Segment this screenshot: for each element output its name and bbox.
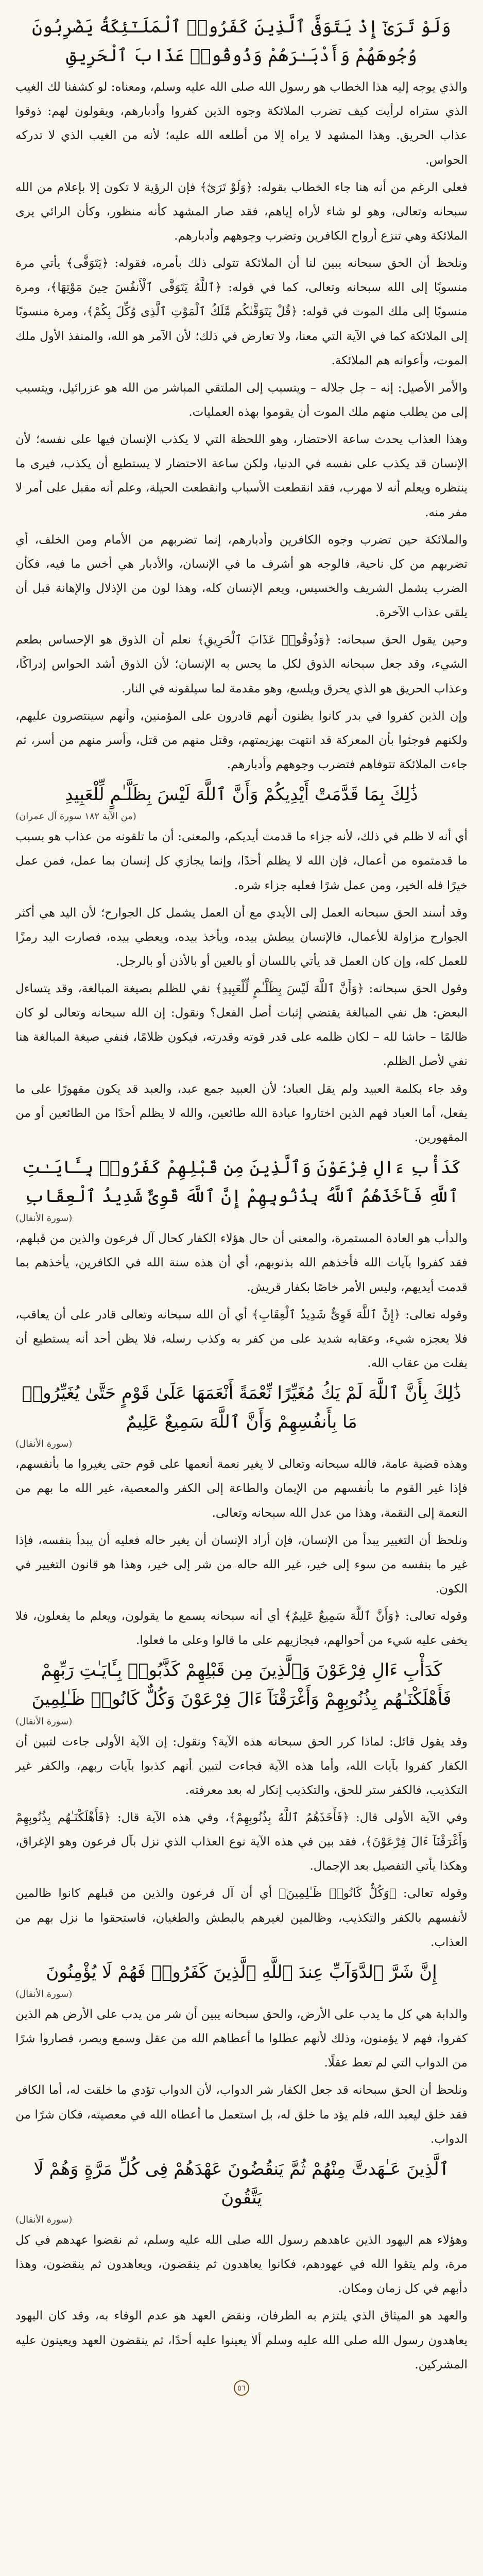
quran-verse: إِنَّ شَرَّ ٱلدَّوَآبِّ عِندَ ٱللَّهِ ٱلَّذِينَ كَفَرُوا۟ فَهُمْ لَا يُؤْمِنُونَ bbox=[46, 1961, 437, 1982]
quran-verse: كَدَأْبِ ءَالِ فِرْعَوْنَ وَٱلَّذِينَ مِن قَبْلِهِمْ كَفَرُوا۟ بِـَٔايَـٰتِ ٱللَّهِ فَأَخَذَهُمُ ٱللَّهُ بِذُنُوبِهِمْ إِنَّ ٱللَّهَ قَوِىٌّ شَدِيدُ ٱلْعِقَابِ bbox=[22, 1157, 461, 1207]
commentary-paragraph: ونلحظ أن الحق سبحانه يبين لنا أن الملائكة تتولى ذلك بأمره، فقوله: ﴿يَتَوَفَّى﴾ يأتي مرة منسوبًا إلى الله سبحانه وتعالى، كما في قوله: ﴿ٱللَّهُ يَتَوَفَّى ٱلْأَنفُسَ حِينَ مَوْتِهَا﴾، ومرة منسوبًا إلى ملك الموت في قوله: ﴿قُلْ يَتَوَفَّىٰكُم مَّلَكُ ٱلْمَوْتِ ٱلَّذِى وُكِّلَ بِكُمْ﴾، ومرة منسوبًا إلى الملائكة كما في الآية التي معنا، ولا تعارض في ذلك؛ لأن الآمر هو الله، والمنفذ الأول ملك الموت، وأعوانه هم الملائكة. bbox=[15, 257, 468, 367]
quran-verse: ذَٰلِكَ بِأَنَّ ٱللَّهَ لَمْ يَكُ مُغَيِّرًا نِّعْمَةً أَنْعَمَهَا عَلَىٰ قَوْمٍ حَتَّىٰ يُغَيِّرُوا۟ مَا بِأَنفُسِهِمْ وَأَنَّ ٱللَّهَ سَمِيعٌ عَلِيمٌ bbox=[22, 1383, 461, 1433]
verse-end-ornament: ٥٦ bbox=[234, 2380, 249, 2396]
commentary-paragraph: وقد يقول قائل: لماذا كرر الحق سبحانه هذه الآية؟ ونقول: إن الآية الأولى جاءت لتبين أن الكفار كفروا بآيات الله، وأما هذه الآية فجاءت لتبين أنهم كذبوا بآيات ربهم، والكفر غير التكذيب، فالكفر ستر للحق، والتكذيب إنكار له بعد معرفته. bbox=[15, 1735, 468, 1797]
commentary-paragraph: وقوله تعالى: ﴿وَكُلٌّ كَانُوا۟ ظَـٰلِمِينَ﴾ أي أن آل فرعون والذين من قبلهم كانوا ظالمين لأنفسهم بالكفر والتكذيب، وظالمين لغيرهم بالبطش والطغيان، فاستحقوا ما نزل بهم من العذاب. bbox=[15, 1887, 468, 1949]
commentary-paragraph: وهذه قضية عامة، فالله سبحانه وتعالى لا يغير نعمة أنعمها على قوم حتى يغيروا ما بأنفسهم، فإذا غير القوم ما بأنفسهم من الإيمان والطاعة إلى الكفر والمعصية، غير الله ما بهم من النعمة إلى النقمة، وهذا من عدل الله سبحانه وتعالى. bbox=[15, 1458, 468, 1520]
commentary-paragraph: وحين يقول الحق سبحانه: ﴿وَذُوقُوا۟ عَذَابَ ٱلْحَرِيقِ﴾ نعلم أن الذوق هو الإحساس بطعم الشيء، وقد جعل سبحانه الذوق لكل ما يحس به الإنسان؛ لأن الذوق أشد الحواس إدراكًا، وعذاب الحريق هو الذي يحرق ويلسع، وهو مقدمة لما سيلقونه في النار. bbox=[15, 633, 468, 696]
commentary-paragraph: والدابة هي كل ما يدب على الأرض، والحق سبحانه يبين أن شر من يدب على الأرض هم الذين كفروا، فهم لا يؤمنون، وذلك لأنهم عطلوا ما أعطاهم الله من عقل وسمع وبصر، فصاروا شرًا من الدواب التي لم تعط عقلًا. bbox=[15, 2007, 468, 2070]
verse-reference: (سورة الأنفال) bbox=[15, 1438, 73, 1450]
commentary-paragraph: وإن الذين كفروا في بدر كانوا يظنون أنهم قادرون على المؤمنين، وأنهم سينتصرون عليهم، ولكنهم فوجئوا بأن المعركة قد انتهت بهزيمتهم، وقتل منهم من قتل، وأسر منهم من أسر، ثم جاءت الملائكة تتوفاهم فتضرب وجوههم وأدبارهم. bbox=[15, 709, 468, 771]
commentary-paragraph: فعلى الرغم من أنه هنا جاء الخطاب بقوله: ﴿وَلَوْ تَرَىٰٓ﴾ فإن الرؤية لا تكون إلا بإعلام من الله سبحانه وتعالى، وهو لو شاء لأراه إياهم، فقد صار المشهد كأنه منظور، وكأن الرائي يرى الملائكة وهي تنزع أرواح الكافرين وتضرب وجوههم وأدبارهم. bbox=[15, 180, 468, 243]
commentary-paragraph: وقد جاء بكلمة العبيد ولم يقل العباد؛ لأن العبيد جمع عبد، والعبد قد يكون مقهورًا على ما يفعل، أما العباد فهم الذين اختاروا عبادة الله طائعين، والله لا يظلم أحدًا من الطائعين أو من المقهورين. bbox=[15, 1082, 468, 1144]
quran-verse: ذَٰلِكَ بِمَا قَدَّمَتْ أَيْدِيكُمْ وَأَنَّ ٱللَّهَ لَيْسَ بِظَلَّـٰمٍ لِّلْعَبِيدِ bbox=[65, 784, 418, 805]
commentary-paragraph: والذي يوجه إليه هذا الخطاب هو رسول الله صلى الله عليه وسلم، ومعناه: لو كشفنا لك الغيب الذي ستراه لرأيت كيف تضرب الملائكة وجوه الذين كفروا وأدبارهم، ويقولون لهم: ذوقوا عذاب الحريق. وهذا المشهد لا يراه إلا من أطلعه الله عليه؛ لأنه من الغيب الذي لا تدركه الحواس. bbox=[15, 80, 468, 167]
commentary-paragraph: ونلحظ أن التغيير يبدأ من الإنسان، فإن أراد الإنسان أن يغير حاله فعليه أن يبدأ بنفسه، فإذا غير ما بنفسه من سوء إلى خير، غير الله حاله من شر إلى خير، وهذا هو قانون التغيير في الكون. bbox=[15, 1533, 468, 1596]
commentary-paragraph: وهؤلاء هم اليهود الذين عاهدهم رسول الله صلى الله عليه وسلم، ثم نقضوا عهدهم في كل مرة، ولم يتقوا الله في عهودهم، فكانوا يعاهدون ثم ينقضون، ويعاهدون ثم ينقضون، وهذا دأبهم في كل زمان ومكان. bbox=[15, 2233, 468, 2296]
quran-verse: وَلَوْ تَرَىٰٓ إِذْ يَتَوَفَّى ٱلَّذِينَ كَفَرُوا۟ ٱلْمَلَـٰٓئِكَةُ يَضْرِبُونَ وُجُوهَهُمْ وَأَدْبَـٰرَهُمْ وَذُوقُوا۟ عَذَابَ ٱلْحَرِيقِ bbox=[32, 16, 451, 66]
commentary-paragraph: وقد أسند الحق سبحانه العمل إلى الأيدي مع أن العمل يشمل كل الجوارح؛ لأن اليد هي أكثر الجوارح مزاولة للأعمال، فالإنسان يبطش بيده، ويأخذ بيده، ويعطي بيده، فصارت اليد رمزًا للعمل كله، وإن كان العمل قد يأتي باللسان أو بالعين أو بالأذن أو بالرجل. bbox=[15, 906, 468, 968]
commentary-paragraph: أي أنه لا ظلم في ذلك، لأنه جزاء ما قدمت أيديكم، والمعنى: أن ما تلقونه من عذاب هو بسبب ما قدمتموه من أعمال، فإن الله لا يظلم أحدًا، وإنما يجازي كل إنسان بما عمل، فمن عمل خيرًا فله الخير، ومن عمل شرًا فعليه جزاء شره. bbox=[15, 830, 468, 892]
commentary-paragraph: والدأب هو العادة المستمرة، والمعنى أن حال هؤلاء الكفار كحال آل فرعون والذين من قبلهم، فقد كفروا بآيات الله فأخذهم الله بذنوبهم، أي أن هذه سنة الله في الكافرين، يأخذهم بما قدمت أيديهم، وليس الأمر خاصًا بكفار قريش. bbox=[15, 1232, 468, 1294]
page bbox=[15, 0, 468, 2396]
quran-verse: ٱلَّذِينَ عَـٰهَدتَّ مِنْهُمْ ثُمَّ يَنقُضُونَ عَهْدَهُمْ فِى كُلِّ مَرَّةٍ وَهُمْ لَا يَتَّقُونَ bbox=[33, 2158, 450, 2208]
verse-reference: (سورة الأنفال) bbox=[15, 1716, 73, 1727]
quran-verse: كَدَأْبِ ءَالِ فِرْعَوْنَ وَٱلَّذِينَ مِن قَبْلِهِمْ كَذَّبُوا۟ بِـَٔايَـٰتِ رَبِّهِمْ فَأَهْلَكْنَـٰهُم بِذُنُوبِهِمْ وَأَغْرَقْنَآ ءَالَ فِرْعَوْنَ وَكُلٌّ كَانُوا۟ ظَـٰلِمِينَ bbox=[31, 1660, 452, 1710]
commentary-paragraph: وقول الحق سبحانه: ﴿وَأَنَّ ٱللَّهَ لَيْسَ بِظَلَّـٰمٍ لِّلْعَبِيدِ﴾ نفي للظلم بصيغة المبالغة، وقد يتساءل البعض: هل نفي المبالغة يقتضي إثبات أصل الفعل؟ ونقول: إن الله سبحانه وتعالى لو كان ظالمًا – حاشا لله – لكان ظلمه على قدر قوته وقدرته، فيكون ظلامًا، فنفي صيغة المبالغة هنا نفي لأصل الظلم. bbox=[15, 982, 468, 1069]
verse-reference: (من الآية ١٨٢ سورة آل عمران) bbox=[15, 811, 136, 822]
commentary-paragraph: والملائكة حين تضرب وجوه الكافرين وأدبارهم، إنما تضربهم من الأمام ومن الخلف، أي تضربهم من كل ناحية، فالوجه هو أشرف ما في الإنسان، والأدبار هي أخس ما فيه، فكأن الضرب يشمل الشريف والخسيس، ويعم الإنسان كله، وهذا لون من الإذلال والإهانة قبل أن يلقى عذاب الآخرة. bbox=[15, 533, 468, 620]
commentary-paragraph: والعهد هو الميثاق الذي يلتزم به الطرفان، ونقض العهد هو عدم الوفاء به، وقد كان اليهود يعاهدون رسول الله صلى الله عليه وسلم ألا يعينوا عليه أحدًا، ثم ينقضون العهد ويعينون عليه المشركين. bbox=[15, 2309, 468, 2371]
verse-reference: (سورة الأنفال) bbox=[15, 1213, 73, 1224]
commentary-paragraph: وفي الآية الأولى قال: ﴿فَأَخَذَهُمُ ٱللَّهُ بِذُنُوبِهِمْ﴾، وفي هذه الآية قال: ﴿فَأَهْلَكْنَـٰهُم بِذُنُوبِهِمْ وَأَغْرَقْنَآ ءَالَ فِرْعَوْنَ﴾، فقد بين في هذه الآية نوع العذاب الذي نزل بآل فرعون وهو الإغراق، وهكذا يأتي التفصيل بعد الإجمال. bbox=[15, 1811, 468, 1873]
commentary-paragraph: وقوله تعالى: ﴿وَأَنَّ ٱللَّهَ سَمِيعٌ عَلِيمٌ﴾ أي أنه سبحانه يسمع ما يقولون، ويعلم ما يفعلون، فلا يخفى عليه شيء من أحوالهم، فيجازيهم على ما قالوا وعلى ما فعلوا. bbox=[15, 1609, 468, 1648]
commentary-paragraph: ونلحظ أن الحق سبحانه قد جعل الكفار شر الدواب، لأن الدواب تؤدي ما خلقت له، أما الكافر فقد خلق ليعبد الله، فلم يؤد ما خلق له، بل استعمل ما أعطاه الله في معصيته، فكان شرًا من الدواب. bbox=[15, 2083, 468, 2146]
commentary-paragraph: وقوله تعالى: ﴿إِنَّ ٱللَّهَ قَوِىٌّ شَدِيدُ ٱلْعِقَابِ﴾ أي أن الله سبحانه وتعالى قادر على أن يعاقب، فلا يعجزه شيء، وعقابه شديد على من كفر به وكذب رسله، فلا يظن أحد أنه يستطيع أن يفلت من عقاب الله. bbox=[15, 1308, 468, 1370]
verse-reference: (سورة الأنفال) bbox=[15, 1988, 73, 1999]
verse-reference: (سورة الأنفال) bbox=[15, 2214, 73, 2225]
commentary-paragraph: والأمر الأصيل: إنه – جل جلاله – ويتسبب إلى الملتقي المباشر من الله هو عزرائيل، ويتسبب إلى من يطلب منهم ملك الموت أن يقوموا بهذه العمليات. bbox=[15, 381, 468, 419]
commentary-paragraph: وهذا العذاب يحدث ساعة الاحتضار، وهو اللحظة التي لا يكذب الإنسان فيها على نفسه؛ لأن الإنسان قد يكذب على نفسه في الدنيا، ولكن ساعة الاحتضار لا يستطيع أن يكذب، فيرى ما ينتظره ويعلم أنه لا مهرب، فقد انقطعت الأسباب وانقطعت الحيلة، وعلم أنه مقبل على أمر لا مفر منه. bbox=[15, 433, 468, 519]
